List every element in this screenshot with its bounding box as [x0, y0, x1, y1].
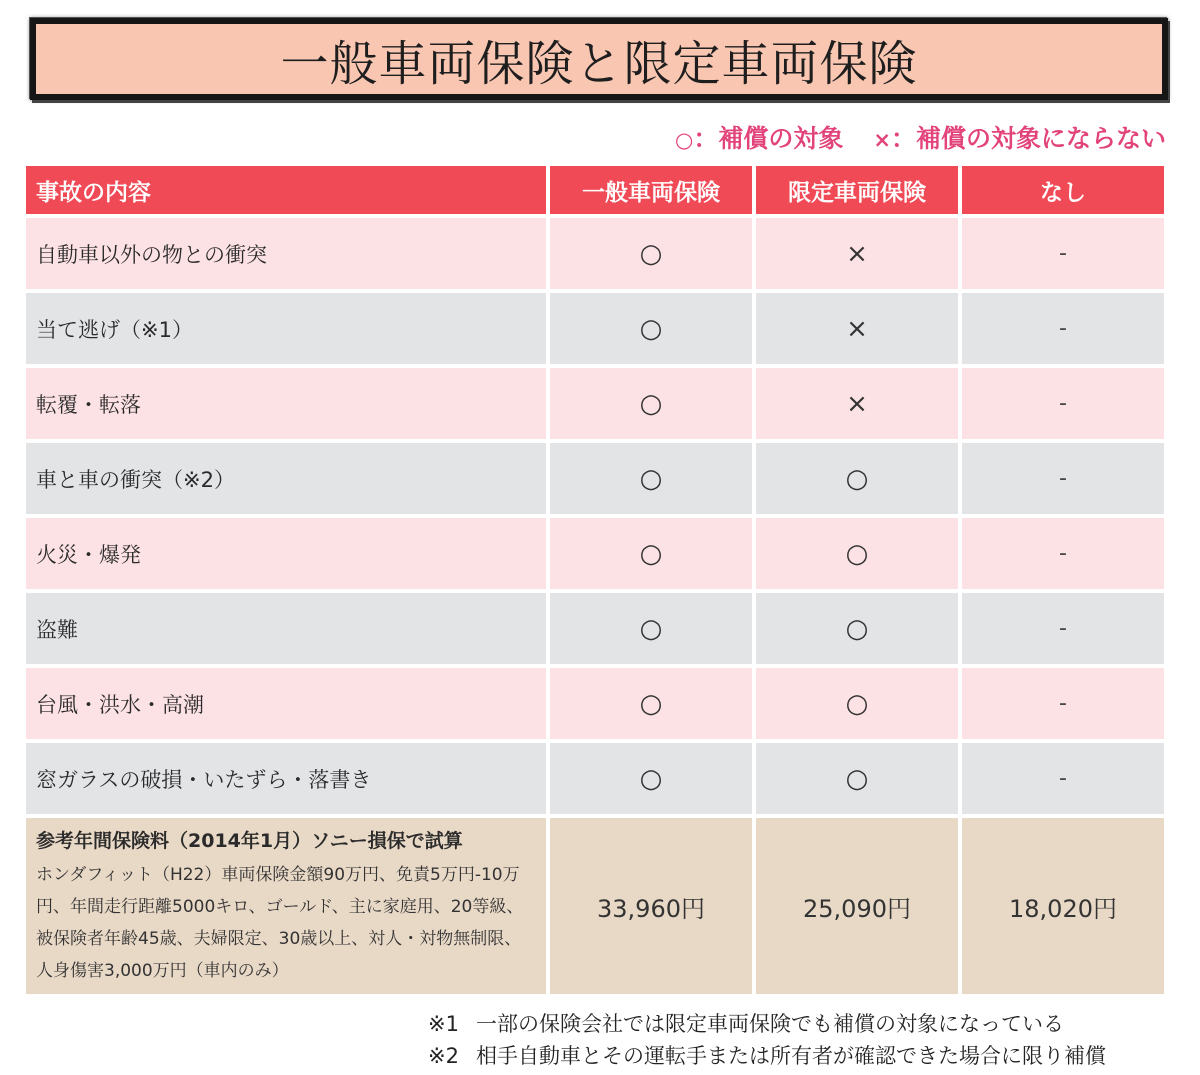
- footnote-key: ※1: [428, 1012, 459, 1036]
- row-label: 車と車の衝突（※2）: [26, 443, 546, 514]
- general-cell: ○: [550, 368, 752, 439]
- none-cell: -: [962, 518, 1164, 589]
- table-row: [26, 218, 1164, 289]
- row-label: 自動車以外の物との衝突: [26, 218, 546, 289]
- footnotes: [428, 1008, 1106, 1072]
- general-cell: ○: [550, 293, 752, 364]
- page-title: 一般車両保険と限定車両保険: [280, 35, 918, 92]
- row-label: 当て逃げ（※1）: [26, 293, 546, 364]
- general-cell: ○: [550, 668, 752, 739]
- limited-price: 25,090円: [756, 818, 958, 994]
- limited-cell: ×: [756, 218, 958, 289]
- fee-label-cell: [26, 818, 546, 994]
- footnote-text: 一部の保険会社では限定車両保険でも補償の対象になっている: [476, 1012, 1064, 1036]
- circle-icon: ○: [675, 128, 694, 152]
- legend-not-covered-text: ：補償の対象にならない: [890, 124, 1166, 153]
- row-label: 転覆・転落: [26, 368, 546, 439]
- general-cell: ○: [550, 518, 752, 589]
- header-row: [26, 166, 1164, 214]
- general-cell: ○: [550, 218, 752, 289]
- footnote-2: [428, 1040, 1106, 1072]
- table-row: [26, 443, 1164, 514]
- title-banner: [30, 18, 1168, 100]
- cross-icon: ×: [873, 128, 891, 152]
- header-none: なし: [962, 166, 1164, 214]
- footnote-text: 相手自動車とその運転手または所有者が確認できた場合に限り補償: [476, 1044, 1106, 1068]
- header-general-insurance: 一般車両保険: [550, 166, 752, 214]
- legend-covered-text: ：補償の対象: [693, 124, 844, 153]
- none-cell: -: [962, 593, 1164, 664]
- none-cell: -: [962, 218, 1164, 289]
- none-cell: -: [962, 668, 1164, 739]
- limited-cell: ○: [756, 668, 958, 739]
- limited-cell: ×: [756, 293, 958, 364]
- fee-description: ホンダフィット（H22）車両保険金額90万円、免責5万円-10万円、年間走行距離5000キロ、ゴールド、主に家庭用、20等級、被保険者年齢45歳、夫婦限定、30歳以上、対人・対物無制限、人身傷害3,000万円（車内のみ）: [36, 864, 524, 981]
- fee-row: [26, 818, 1164, 994]
- table-row: [26, 743, 1164, 814]
- none-cell: -: [962, 293, 1164, 364]
- general-cell: ○: [550, 743, 752, 814]
- header-limited-insurance: 限定車両保険: [756, 166, 958, 214]
- table-row: [26, 293, 1164, 364]
- none-cell: -: [962, 443, 1164, 514]
- row-label: 窓ガラスの破損・いたずら・落書き: [26, 743, 546, 814]
- row-label: 火災・爆発: [26, 518, 546, 589]
- table-row: [26, 593, 1164, 664]
- none-price: 18,020円: [962, 818, 1164, 994]
- header-accident-type: 事故の内容: [26, 166, 546, 214]
- row-label: 盗難: [26, 593, 546, 664]
- fee-title: 参考年間保険料（2014年1月）ソニー損保で試算: [36, 829, 463, 852]
- footnote-key: ※2: [428, 1044, 459, 1068]
- table-row: [26, 368, 1164, 439]
- limited-cell: ○: [756, 443, 958, 514]
- table-row: [26, 518, 1164, 589]
- row-label: 台風・洪水・高潮: [26, 668, 546, 739]
- footnote-1: [428, 1008, 1106, 1040]
- general-cell: ○: [550, 593, 752, 664]
- table-row: [26, 668, 1164, 739]
- limited-cell: ×: [756, 368, 958, 439]
- general-price: 33,960円: [550, 818, 752, 994]
- comparison-table: [22, 162, 1168, 998]
- none-cell: -: [962, 368, 1164, 439]
- limited-cell: ○: [756, 518, 958, 589]
- legend-covered: [675, 119, 843, 155]
- limited-cell: ○: [756, 593, 958, 664]
- legend-not-covered: [873, 119, 1166, 155]
- limited-cell: ○: [756, 743, 958, 814]
- none-cell: -: [962, 743, 1164, 814]
- general-cell: ○: [550, 443, 752, 514]
- legend: [675, 119, 1166, 155]
